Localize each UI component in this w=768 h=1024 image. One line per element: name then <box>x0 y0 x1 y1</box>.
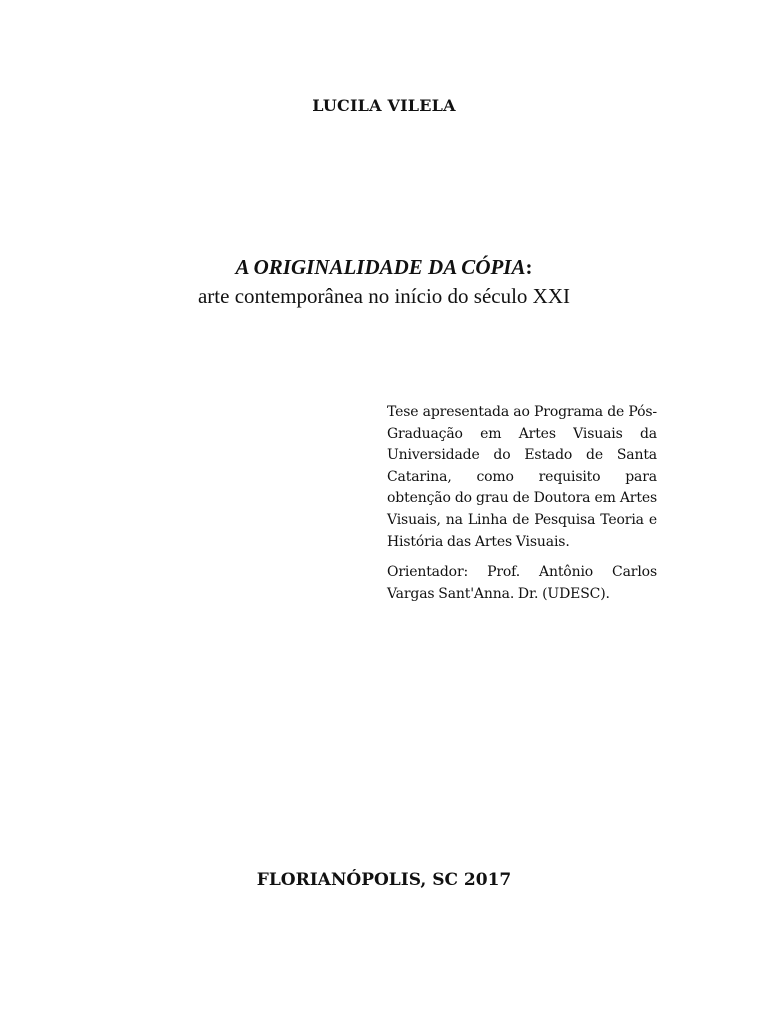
title-block <box>0 253 768 310</box>
thesis-description <box>387 402 657 605</box>
main-title: A ORIGINALIDADE DA CÓPIA <box>235 255 526 279</box>
subtitle: arte contemporânea no início do século XXI <box>197 284 571 308</box>
title-line <box>0 253 768 281</box>
thesis-note: Tese apresentada ao Programa de Pós- Graduação em Artes Visuais da Universidade do Estado de Santa Catarina, como requisito para obtenção do grau de Doutora em Artes Visuais, na Linha de Pesquisa Teoria e História das Artes Visuais. <box>387 404 657 550</box>
place-and-year: FLORIANÓPOLIS, SC 2017 <box>256 870 512 890</box>
advisor-note: Orientador: Prof. Antônio Carlos Vargas Sant'Anna. Dr. (UDESC). <box>387 564 657 602</box>
author-name: LUCILA VILELA <box>312 96 456 115</box>
title-colon: : <box>525 255 533 279</box>
